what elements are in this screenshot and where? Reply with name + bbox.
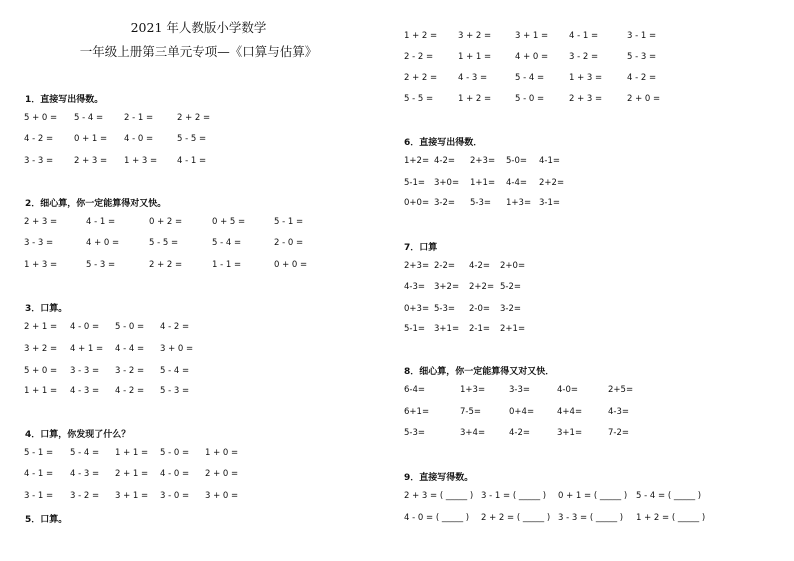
problem-cell: 4 + 1 = (70, 344, 104, 354)
problem-cell: 1 + 2 = ( _____ ) (636, 513, 706, 523)
section-title: 7．口算 (404, 243, 438, 253)
problem-cell: 4 - 2 = (115, 386, 145, 396)
problem-cell: 5 - 3 = (160, 386, 190, 396)
problem-cell: 5 - 4 = (70, 448, 100, 458)
problem-cell: 6-4= (404, 385, 426, 395)
problem-cell: 2 - 2 = (404, 52, 434, 62)
problem-cell: 5 - 1 = (274, 217, 304, 227)
problem-cell: 2 + 3 = ( _____ ) (404, 491, 474, 501)
problem-cell: 3+0= (434, 178, 460, 188)
problem-cell: 3 - 1 = (24, 491, 54, 501)
problem-cell: 1 + 1 = (24, 386, 58, 396)
problem-cell: 4 + 0 = (86, 238, 120, 248)
problem-cell: 1+2= (404, 156, 430, 166)
problem-cell: 1 + 0 = (205, 448, 239, 458)
problem-cell: 5 - 4 = (74, 113, 104, 123)
problem-cell: 4 - 0 = (70, 322, 100, 332)
problem-cell: 2+3= (404, 261, 430, 271)
problem-cell: 0 + 0 = (274, 260, 308, 270)
problem-cell: 2-2= (434, 261, 456, 271)
problem-cell: 5 - 4 = (212, 238, 242, 248)
problem-cell: 2-0= (469, 304, 491, 314)
problem-cell: 2+5= (608, 385, 634, 395)
problem-cell: 4 - 3 = (70, 469, 100, 479)
problem-cell: 2 + 2 = (404, 73, 438, 83)
problem-cell: 5 - 5 = (177, 134, 207, 144)
problem-cell: 2 + 3 = (74, 156, 108, 166)
problem-cell: 7-5= (460, 407, 482, 417)
problem-cell: 0 + 5 = (212, 217, 246, 227)
problem-cell: 1 + 1 = (115, 448, 149, 458)
problem-cell: 5 - 5 = (149, 238, 179, 248)
problem-cell: 3+1= (557, 428, 583, 438)
section-title: 2．细心算，你一定能算得对又快。 (25, 199, 167, 209)
problem-cell: 3 - 0 = (160, 491, 190, 501)
problem-cell: 3 + 1 = (515, 31, 549, 41)
problem-cell: 4-4= (506, 178, 528, 188)
problem-cell: 3 + 0 = (205, 491, 239, 501)
problem-cell: 5 - 3 = (627, 52, 657, 62)
problem-cell: 0+3= (404, 304, 430, 314)
problem-cell: 4 - 2 = (160, 322, 190, 332)
problem-cell: 4 - 1 = (569, 31, 599, 41)
problem-cell: 3 - 1 = ( _____ ) (481, 491, 547, 501)
problem-cell: 3 + 2 = (458, 31, 492, 41)
problem-cell: 4-3= (404, 282, 426, 292)
problem-cell: 3 - 3 = (70, 366, 100, 376)
problem-cell: 5 - 3 = (86, 260, 116, 270)
problem-cell: 5-3= (404, 428, 426, 438)
problem-cell: 2 + 3 = (569, 94, 603, 104)
problem-cell: 0+4= (509, 407, 535, 417)
problem-cell: 5 - 5 = (404, 94, 434, 104)
problem-cell: 1 + 1 = (458, 52, 492, 62)
problem-cell: 5 - 4 = ( _____ ) (636, 491, 702, 501)
section-title: 9．直接写得数。 (404, 473, 474, 483)
problem-cell: 4-2= (509, 428, 531, 438)
section-title: 4．口算，你发现了什么？ (25, 430, 131, 440)
problem-cell: 1 + 3 = (124, 156, 158, 166)
problem-cell: 4 - 1 = (177, 156, 207, 166)
problem-cell: 2+2= (469, 282, 495, 292)
problem-cell: 6+1= (404, 407, 430, 417)
problem-cell: 4-0= (557, 385, 579, 395)
problem-cell: 2 + 2 = ( _____ ) (481, 513, 551, 523)
problem-cell: 2+2= (539, 178, 565, 188)
problem-cell: 2+0= (500, 261, 526, 271)
problem-cell: 3 + 1 = (115, 491, 149, 501)
problem-cell: 5-3= (470, 198, 492, 208)
problem-cell: 2 + 3 = (24, 217, 58, 227)
problem-cell: 4 - 4 = (115, 344, 145, 354)
problem-cell: 4 - 2 = (24, 134, 54, 144)
problem-cell: 2 - 1 = (124, 113, 154, 123)
problem-cell: 1 + 3 = (24, 260, 58, 270)
problem-cell: 4 + 0 = (515, 52, 549, 62)
problem-cell: 5-3= (434, 304, 456, 314)
problem-cell: 3-3= (509, 385, 531, 395)
problem-cell: 3-1= (539, 198, 561, 208)
problem-cell: 5-1= (404, 178, 426, 188)
problem-cell: 5-0= (506, 156, 528, 166)
problem-cell: 5 - 1 = (24, 448, 54, 458)
problem-cell: 1 + 2 = (458, 94, 492, 104)
page-title-line1: 2021 年人教版小学数学 (130, 20, 267, 35)
problem-cell: 4 - 3 = (70, 386, 100, 396)
problem-cell: 2 + 2 = (149, 260, 183, 270)
problem-cell: 3-2= (434, 198, 456, 208)
problem-cell: 5 - 4 = (160, 366, 190, 376)
problem-cell: 0+0= (404, 198, 430, 208)
section-title: 5．口算。 (25, 515, 68, 525)
problem-cell: 5-1= (404, 324, 426, 334)
problem-cell: 1 + 2 = (404, 31, 438, 41)
problem-cell: 3 - 1 = (627, 31, 657, 41)
problem-cell: 1+1= (470, 178, 496, 188)
problem-cell: 4 - 1 = (24, 469, 54, 479)
problem-cell: 7-2= (608, 428, 630, 438)
problem-cell: 3 + 0 = (160, 344, 194, 354)
problem-cell: 5 - 4 = (515, 73, 545, 83)
problem-cell: 4 - 0 = ( _____ ) (404, 513, 470, 523)
problem-cell: 0 + 2 = (149, 217, 183, 227)
problem-cell: 2+1= (500, 324, 526, 334)
problem-cell: 4-2= (469, 261, 491, 271)
problem-cell: 4-3= (608, 407, 630, 417)
problem-cell: 0 + 1 = (74, 134, 108, 144)
problem-cell: 1+3= (460, 385, 486, 395)
problem-cell: 5 - 0 = (115, 322, 145, 332)
page-title-line2: 一年级上册第三单元专项—《口算与估算》 (79, 44, 318, 59)
problem-cell: 4 - 0 = (160, 469, 190, 479)
problem-cell: 1+3= (506, 198, 532, 208)
problem-cell: 3 - 3 = (24, 238, 54, 248)
problem-cell: 2-1= (469, 324, 491, 334)
problem-cell: 5 + 0 = (24, 366, 58, 376)
problem-cell: 4 - 1 = (86, 217, 116, 227)
problem-cell: 2 + 0 = (627, 94, 661, 104)
problem-cell: 4 - 3 = (458, 73, 488, 83)
problem-cell: 4 - 2 = (627, 73, 657, 83)
section-title: 6．直接写出得数． (404, 138, 483, 148)
problem-cell: 5 - 0 = (515, 94, 545, 104)
problem-cell: 5 - 0 = (160, 448, 190, 458)
problem-cell: 5-2= (500, 282, 522, 292)
problem-cell: 2 + 2 = (177, 113, 211, 123)
problem-cell: 3 - 2 = (70, 491, 100, 501)
problem-cell: 3+1= (434, 324, 460, 334)
problem-cell: 4 - 0 = (124, 134, 154, 144)
problem-cell: 1 - 1 = (212, 260, 242, 270)
problem-cell: 3 - 2 = (569, 52, 599, 62)
problem-cell: 5 + 0 = (24, 113, 58, 123)
section-title: 8．细心算，你一定能算得又对又快． (404, 367, 555, 377)
section-title: 1．直接写出得数。 (25, 95, 104, 105)
problem-cell: 2 + 1 = (115, 469, 149, 479)
problem-cell: 2 - 0 = (274, 238, 304, 248)
problem-cell: 2+3= (470, 156, 496, 166)
problem-cell: 3 + 2 = (24, 344, 58, 354)
problem-cell: 3+2= (434, 282, 460, 292)
section-title: 3．口算。 (25, 304, 68, 314)
problem-cell: 3+4= (460, 428, 486, 438)
problem-cell: 3 - 3 = (24, 156, 54, 166)
problem-cell: 0 + 1 = ( _____ ) (558, 491, 628, 501)
problem-cell: 3 - 3 = ( _____ ) (558, 513, 624, 523)
problem-cell: 4-2= (434, 156, 456, 166)
problem-cell: 2 + 1 = (24, 322, 58, 332)
problem-cell: 3-2= (500, 304, 522, 314)
problem-cell: 4-1= (539, 156, 561, 166)
problem-cell: 2 + 0 = (205, 469, 239, 479)
problem-cell: 3 - 2 = (115, 366, 145, 376)
problem-cell: 4+4= (557, 407, 583, 417)
problem-cell: 1 + 3 = (569, 73, 603, 83)
